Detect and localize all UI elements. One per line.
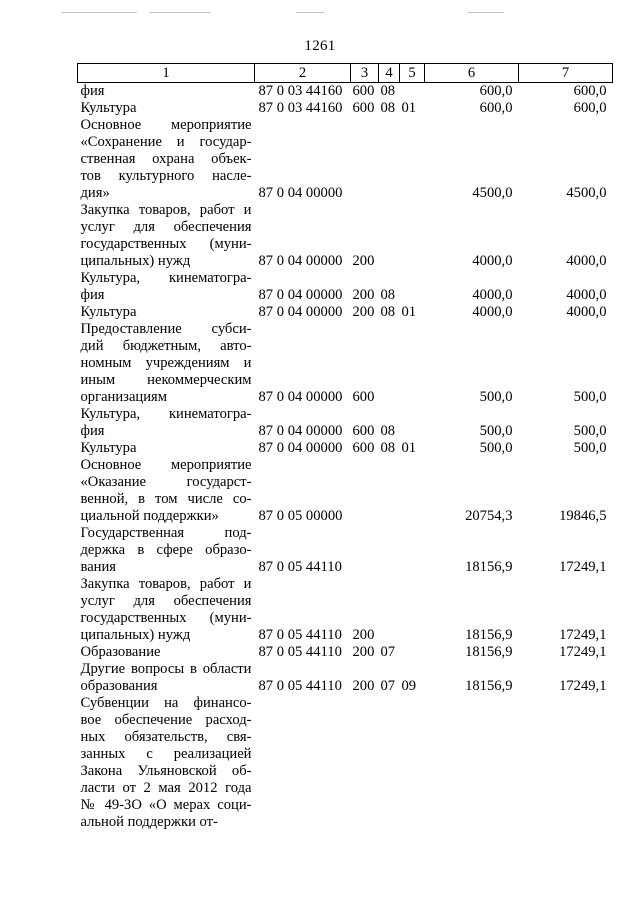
code-cell: 87 0 03 44160 <box>258 83 343 99</box>
code-cell: 87 0 05 44110 <box>258 644 342 660</box>
expense-type-cell: 600 <box>352 83 375 99</box>
row-name-cell <box>78 321 255 406</box>
subsection-cell <box>400 644 425 661</box>
code-cell: 87 0 04 00000 <box>258 287 343 303</box>
section-cell <box>379 321 400 406</box>
table-row <box>78 644 613 661</box>
row-name-line: фия <box>80 423 105 439</box>
row-name-cell <box>78 661 255 695</box>
row-name-line: государственных (муни- <box>80 610 252 626</box>
subsection-cell <box>400 202 425 270</box>
subsection-cell <box>400 525 425 576</box>
amount-year2-cell: 4000,0 <box>566 304 607 320</box>
section-cell <box>379 457 400 525</box>
table-row <box>78 270 613 304</box>
row-name-line: услуг для обеспечения <box>80 219 252 235</box>
column-header: 1 <box>78 64 255 83</box>
amount-year1-cell: 4500,0 <box>472 185 513 201</box>
amount-year1-cell: 600,0 <box>479 83 513 99</box>
row-name-cell <box>78 202 255 270</box>
row-name-line: фия <box>80 287 105 303</box>
amount-year2-cell: 17249,1 <box>559 559 607 575</box>
section-cell <box>379 576 400 644</box>
subsection-cell <box>400 457 425 525</box>
section-cell <box>379 202 400 270</box>
row-name-cell <box>78 100 255 117</box>
subsection-cell <box>400 270 425 304</box>
table-row <box>78 406 613 440</box>
row-name-line: венной, в том числе со- <box>80 491 252 507</box>
row-name-line: Закона Ульяновской об- <box>80 763 252 779</box>
row-name-line: дия» <box>80 185 110 201</box>
row-name-line: Субвенции на финансо- <box>80 695 252 711</box>
row-name-cell <box>78 457 255 525</box>
code-cell: 87 0 04 00000 <box>258 423 343 439</box>
amount-year1-cell: 18156,9 <box>465 559 513 575</box>
section-cell: 07 <box>380 644 396 660</box>
row-name-cell <box>78 695 255 831</box>
expense-type-cell: 200 <box>352 627 375 643</box>
amount-year2-cell: 500,0 <box>573 440 607 456</box>
row-name-line: Основное мероприятие <box>80 117 252 133</box>
row-name-cell <box>78 117 255 202</box>
table-row <box>78 440 613 457</box>
expense-type-cell: 200 <box>352 304 375 320</box>
code-cell: 87 0 05 44110 <box>258 678 342 694</box>
row-name-line: иным некоммерческим <box>80 372 252 388</box>
code-cell: 87 0 05 00000 <box>258 508 343 524</box>
row-name-line: «Сохранение и государ- <box>80 134 252 150</box>
code-cell: 87 0 03 44160 <box>258 100 343 116</box>
row-name-line: Культура <box>80 100 137 116</box>
expense-type-cell: 600 <box>352 389 375 405</box>
row-name-line: образования <box>80 678 158 694</box>
page-number: 1261 <box>304 38 336 54</box>
code-cell: 87 0 04 00000 <box>258 253 343 269</box>
row-name-line: дий бюджетным, авто- <box>80 338 252 354</box>
column-header: 3 <box>351 64 379 83</box>
scan-artifact <box>468 12 504 13</box>
amount-year1-cell: 20754,3 <box>465 508 513 524</box>
amount-year1-cell: 18156,9 <box>465 644 513 660</box>
row-name-line: ласти от 2 мая 2012 года <box>80 780 252 796</box>
subsection-cell <box>400 117 425 202</box>
amount-year1-cell: 500,0 <box>479 423 513 439</box>
row-name-line: Культура <box>80 304 137 320</box>
row-name-cell <box>78 270 255 304</box>
section-cell <box>379 117 400 202</box>
code-cell: 87 0 04 00000 <box>258 185 343 201</box>
row-name-line: Государственная под- <box>80 525 252 541</box>
row-name-line: Другие вопросы в области <box>80 661 252 677</box>
amount-year1-cell: 500,0 <box>479 440 513 456</box>
column-header: 6 <box>425 64 519 83</box>
row-name-cell <box>78 304 255 321</box>
subsection-cell <box>400 695 425 831</box>
amount-year2-cell: 600,0 <box>573 83 607 99</box>
row-name-line: ственная охрана объек- <box>80 151 252 167</box>
amount-year1-cell: 18156,9 <box>465 678 513 694</box>
row-name-line: Закупка товаров, работ и <box>80 576 252 592</box>
section-cell: 07 <box>380 678 396 694</box>
scan-artifact <box>62 12 137 13</box>
amount-year1-cell: 500,0 <box>479 389 513 405</box>
section-cell: 08 <box>380 287 396 303</box>
table-row <box>78 525 613 576</box>
table-row <box>78 661 613 695</box>
expense-type-cell: 600 <box>352 440 375 456</box>
table-row <box>78 576 613 644</box>
row-name-cell <box>78 83 255 101</box>
row-name-line: вания <box>80 559 117 575</box>
expense-type-cell <box>351 117 379 202</box>
table-row <box>78 304 613 321</box>
table-row <box>78 117 613 202</box>
subsection-cell: 01 <box>401 304 417 320</box>
row-name-line: вое обеспечение расход- <box>80 712 252 728</box>
row-name-cell <box>78 525 255 576</box>
section-cell: 08 <box>380 100 396 116</box>
section-cell: 08 <box>380 440 396 456</box>
code-cell: 87 0 04 00000 <box>258 304 343 320</box>
amount-year2-cell: 500,0 <box>573 389 607 405</box>
code-cell <box>255 695 351 831</box>
table-row <box>78 202 613 270</box>
row-name-line: ципальных) нужд <box>80 253 191 269</box>
row-name-line: организациям <box>80 389 167 405</box>
expense-type-cell: 200 <box>352 678 375 694</box>
amount-year2-cell: 4000,0 <box>566 253 607 269</box>
amount-year2-cell <box>519 695 613 831</box>
row-name-cell <box>78 644 255 661</box>
row-name-cell <box>78 576 255 644</box>
column-header: 4 <box>379 64 400 83</box>
subsection-cell: 01 <box>401 440 417 456</box>
amount-year2-cell: 4000,0 <box>566 287 607 303</box>
row-name-line: альной поддержки от- <box>80 814 218 830</box>
scan-artifact <box>150 12 210 13</box>
code-cell: 87 0 05 44110 <box>258 627 342 643</box>
code-cell: 87 0 04 00000 <box>258 440 343 456</box>
code-cell: 87 0 04 00000 <box>258 389 343 405</box>
row-name-line: ных обязательств, свя- <box>80 729 252 745</box>
section-cell: 08 <box>380 423 396 439</box>
amount-year1-cell: 4000,0 <box>472 253 513 269</box>
amount-year1-cell: 4000,0 <box>472 287 513 303</box>
amount-year2-cell: 19846,5 <box>559 508 607 524</box>
table-row <box>78 695 613 831</box>
row-name-line: Предоставление субси- <box>80 321 252 337</box>
table-row <box>78 100 613 117</box>
row-name-cell <box>78 440 255 457</box>
row-name-line: Культура, кинематогра- <box>80 406 252 422</box>
table-header-row <box>78 64 613 83</box>
row-name-line: услуг для обеспечения <box>80 593 252 609</box>
subsection-cell <box>400 406 425 440</box>
expense-type-cell: 200 <box>352 287 375 303</box>
amount-year1-cell: 4000,0 <box>472 304 513 320</box>
table-row <box>78 457 613 525</box>
amount-year2-cell: 600,0 <box>573 100 607 116</box>
row-name-line: Основное мероприятие <box>80 457 252 473</box>
expense-type-cell: 600 <box>352 100 375 116</box>
table-body <box>78 83 613 832</box>
amount-year1-cell: 18156,9 <box>465 627 513 643</box>
row-name-cell <box>78 406 255 440</box>
row-name-line: циальной поддержки» <box>80 508 219 524</box>
row-name-line: ципальных) нужд <box>80 627 191 643</box>
section-cell: 08 <box>380 304 396 320</box>
expense-type-cell: 600 <box>352 423 375 439</box>
expense-type-cell <box>351 695 379 831</box>
row-name-line: «Оказание государст- <box>80 474 252 490</box>
column-header: 5 <box>400 64 425 83</box>
expense-type-cell <box>351 525 379 576</box>
amount-year2-cell: 17249,1 <box>559 678 607 694</box>
amount-year1-cell: 600,0 <box>479 100 513 116</box>
subsection-cell <box>400 576 425 644</box>
amount-year2-cell: 17249,1 <box>559 644 607 660</box>
subsection-cell: 01 <box>401 100 417 116</box>
expense-type-cell: 200 <box>352 644 375 660</box>
row-name-line: номным учреждениям и <box>80 355 252 371</box>
row-name-line: Культура <box>80 440 137 456</box>
row-name-line: держка в сфере образо- <box>80 542 252 558</box>
column-header: 7 <box>519 64 613 83</box>
subsection-cell <box>400 321 425 406</box>
scan-artifact <box>296 12 324 13</box>
amount-year2-cell: 17249,1 <box>559 627 607 643</box>
section-cell: 08 <box>380 83 396 99</box>
code-cell: 87 0 05 44110 <box>258 559 342 575</box>
expense-type-cell <box>351 457 379 525</box>
section-cell <box>379 695 400 831</box>
row-name-line: Культура, кинематогра- <box>80 270 252 286</box>
table-row <box>78 83 613 101</box>
row-name-line: Закупка товаров, работ и <box>80 202 252 218</box>
amount-year2-cell: 4500,0 <box>566 185 607 201</box>
amount-year1-cell <box>425 695 519 831</box>
row-name-line: № 49-ЗО «О мерах соци- <box>80 797 252 813</box>
row-name-line: государственных (муни- <box>80 236 252 252</box>
budget-table <box>77 63 613 831</box>
row-name-line: фия <box>80 83 105 99</box>
subsection-cell <box>400 83 425 101</box>
row-name-line: тов культурного насле- <box>80 168 252 184</box>
column-header: 2 <box>255 64 351 83</box>
expense-type-cell: 200 <box>352 253 375 269</box>
section-cell <box>379 525 400 576</box>
table-row <box>78 321 613 406</box>
amount-year2-cell: 500,0 <box>573 423 607 439</box>
subsection-cell: 09 <box>401 678 417 694</box>
row-name-line: занных с реализацией <box>80 746 252 762</box>
row-name-line: Образование <box>80 644 161 660</box>
